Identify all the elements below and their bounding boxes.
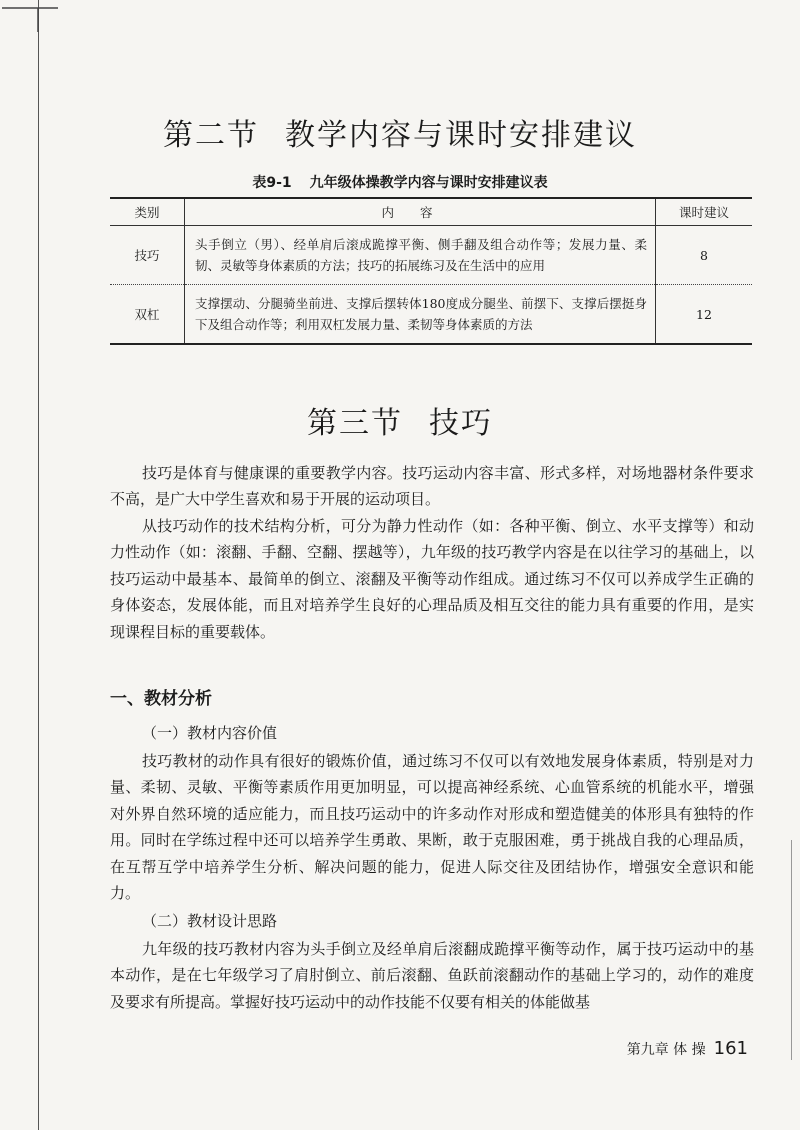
chapter-label: 第九章 体 操 [626, 1042, 706, 1058]
table-caption-number: 表9-1 [252, 175, 292, 191]
section-title-text: 技巧 [429, 406, 493, 441]
section-title-skills [0, 398, 800, 442]
table-row [110, 285, 752, 345]
heading-material-analysis: 一、教材分析 [110, 689, 212, 709]
row-hours: 8 [656, 226, 753, 285]
header-category: 类别 [134, 205, 160, 220]
row-content: 头手倒立（男）、经单肩后滚成跪撑平衡、侧手翻及组合动作等；发展力量、柔韧、灵敏等身体素质的方法；技巧的拓展练习及在生活中的应用 [185, 226, 656, 285]
row-category: 双杠 [134, 307, 160, 322]
paragraph-design-approach: 九年级的技巧教材内容为头手倒立及经单肩后滚翻成跪撑平衡等动作，属于技巧运动中的基本动作，是在七年级学习了肩肘倒立、前后滚翻、鱼跃前滚翻动作的基础上学习的，动作的难度及要求有所提高。掌握好技巧运动中的动作技能不仅要有相关的体能做基 [110, 940, 754, 1011]
section-number: 第二节 [163, 118, 259, 153]
row-hours: 12 [656, 285, 753, 345]
page-number: 161 [713, 1038, 748, 1059]
intro-paragraph-2: 从技巧动作的技术结构分析，可分为静力性动作（如：各种平衡、倒立、水平支撑等）和动力性动作（如：滚翻、手翻、空翻、摆越等），九年级的技巧教学内容是在以往学习的基础上，以技巧运动中最基本、最简单的倒立、滚翻及平衡等动作组成。通过练习不仅可以养成学生正确的身体姿态，发展体能，而且对培养学生良好的心理品质及相互交往的能力具有重要的作用，是实现课程目标的重要载体。 [110, 517, 754, 641]
subheading-design-approach: （二）教材设计思路 [142, 912, 278, 930]
table-header-row [110, 198, 752, 226]
table-caption-title: 九年级体操教学内容与课时安排建议表 [309, 175, 548, 191]
table-caption [0, 172, 800, 192]
row-category: 技巧 [134, 248, 160, 263]
section-title-teaching-content [0, 110, 800, 154]
header-content: 内容 [185, 198, 656, 226]
binding-gutter-line [38, 0, 39, 1130]
scan-edge-line [791, 840, 792, 1060]
intro-paragraph-1: 技巧是体育与健康课的重要教学内容。技巧运动内容丰富、形式多样，对场地器材条件要求不高，是广大中学生喜欢和易于开展的运动项目。 [110, 464, 754, 509]
section-title-text: 教学内容与课时安排建议 [285, 118, 637, 153]
binding-corner-mark [0, 2, 60, 32]
row-content: 支撑摆动、分腿骑坐前进、支撑后摆转体180度成分腿坐、前摆下、支撑后摆挺身下及组合动作等；利用双杠发展力量、柔韧等身体素质的方法 [185, 285, 656, 345]
subheading-content-value: （一）教材内容价值 [142, 724, 278, 742]
table-row [110, 226, 752, 285]
section-number: 第三节 [307, 406, 403, 441]
header-hours: 课时建议 [656, 198, 753, 226]
paragraph-content-value: 技巧教材的动作具有很好的锻炼价值，通过练习不仅可以有效地发展身体素质，特别是对力量、柔韧、灵敏、平衡等素质作用更加明显，可以提高神经系统、心血管系统的机能水平，增强对外界自然环境的适应能力，而且技巧运动中的许多动作对形成和塑造健美的体形具有独特的作用。同时在学练过程中还可以培养学生勇敢、果断，敢于克服困难，勇于挑战自我的心理品质，在互帮互学中培养学生分析、解决问题的能力，促进人际交往及团结协作，增强安全意识和能力。 [110, 752, 754, 903]
schedule-table [110, 197, 752, 345]
page-footer [627, 1038, 748, 1059]
